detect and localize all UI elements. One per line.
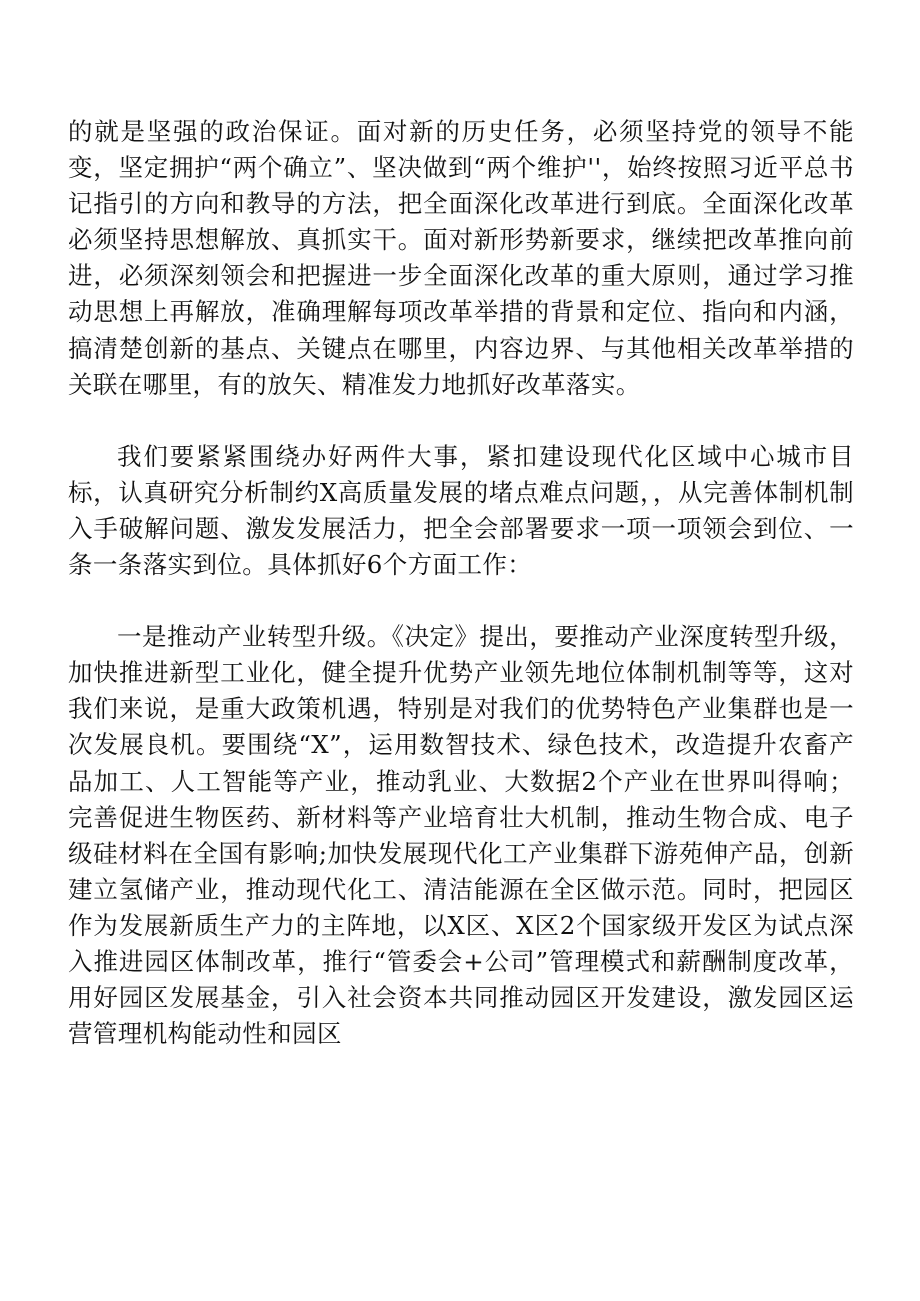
paragraph-gap — [68, 403, 854, 439]
paragraph-3: 一是推动产业转型升级。《决定》提出，要推动产业深度转型升级，加快推进新型工业化，健全提升优势产业领先地位体制机制等等，这对我们来说，是重大政策机遇，特别是对我们的优势特色产业集群也是一次发展良机。要围绕“X”，运用数智技术、绿色技术，改造提升农畜产品加工、人工智能等产业，推动乳业、大数据2个产业在世界叫得响；完善促进生物医药、新材料等产业培育壮大机制，推动生物合成、电子级硅材料在全国有影响;加快发展现代化工产业集群下游苑伸产品，创新建立氢储产业，推动现代化工、清洁能源在全区做示范。同时，把园区作为发展新质生产力的主阵地，以X区、X区2个国家级开发区为试点深入推进园区体制改革，推行“管委会+公司”管理模式和薪酬制度改革，用好园区发展基金，引入社会资本共同推动园区开发建设，激发园区运营管理机构能动性和园区 — [68, 622, 854, 1049]
paragraph-1: 的就是坚强的政治保证。面对新的历史任务，必须坚持党的领导不能变，坚定拥护“两个确立”、坚决做到“两个维护''，始终按照习近平总书记指引的方向和教导的方法，把全面深化改革进行到底。全面深化改革必须坚持思想解放、真抓实干。面对新形势新要求，继续把改革推向前进，必须深刻领会和把握进一步全面深化改革的重大原则，通过学习推动思想上再解放，准确理解每项改革举措的背景和定位、指向和内涵，搞清楚创新的基点、关键点在哪里，内容边界、与其他相关改革举措的关联在哪里，有的放矢、精准发力地抓好改革落实。 — [68, 117, 854, 399]
paragraph-2: 我们要紧紧围绕办好两件大事，紧扣建设现代化区域中心城市目标，认真研究分析制约X高质量发展的堵点难点问题，，从完善体制机制入手破解问题、激发发展活力，把全会部署要求一项一项领会到位、一条一条落实到位。具体抓好6个方面工作： — [68, 441, 854, 580]
paragraph-gap — [68, 583, 854, 619]
document-body — [68, 114, 854, 1052]
